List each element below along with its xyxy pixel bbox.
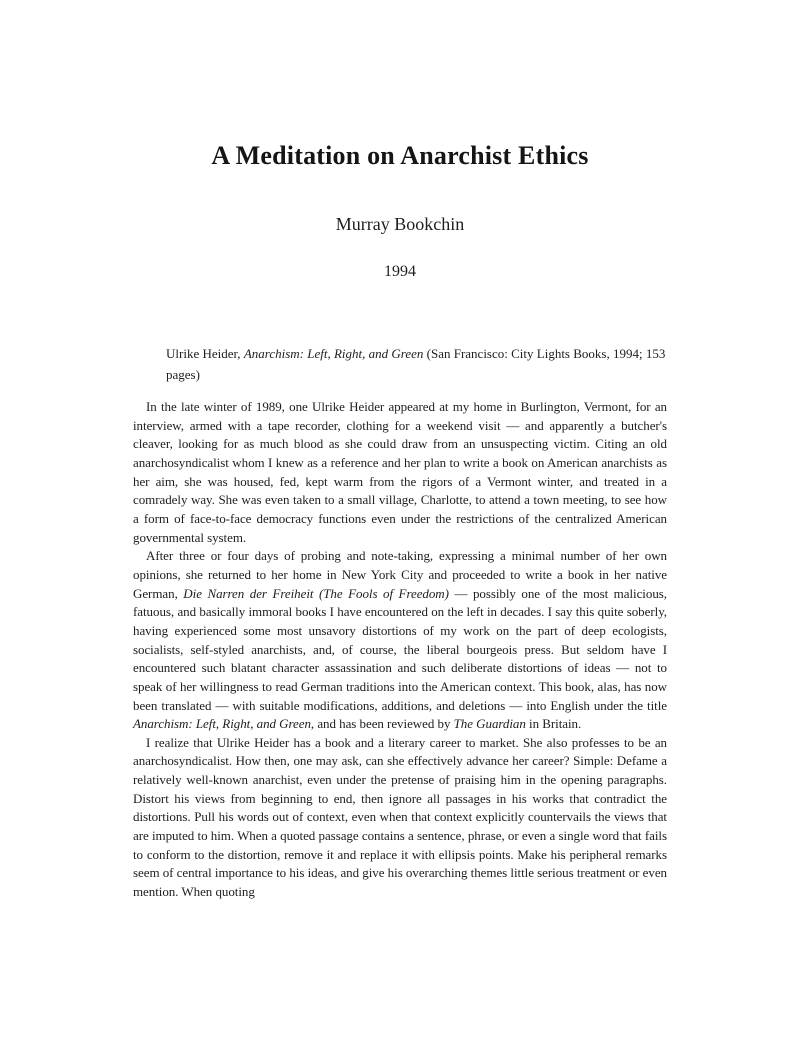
- book-citation: Ulrike Heider, Anarchism: Left, Right, and Green (San Francisco: City Lights Books, 1994; 153 pages): [166, 346, 666, 382]
- document-author: Murray Bookchin: [335, 214, 465, 234]
- paragraph: After three or four days of probing and note-taking, expressing a minimal number of her own opinions, she returned to her home in New York City and proceeded to write a book in her native German, Die Narren der Freiheit (The Fools of Freedom) — possibly one of the most malicious, fatuous, and basically immoral books I have encountered on the left in decades. I say this quite soberly, having experienced some most unsavory distortions of my work on the part of deep ecologists, socialists, self-styled anarchists, and, of course, the liberal bourgeois press. But seldom have I encountered such blatant character assassination and such deliberate distortions of ideas — not to speak of her willingness to read German traditions into the American context. This book, alas, has now been translated — with suitable modifications, additions, and deletions — into English under the title Anarchism: Left, Right, and Green, and has been reviewed by The Guardian in Britain.: [133, 548, 667, 732]
- paragraph: In the late winter of 1989, one Ulrike Heider appeared at my home in Burlington, Vermont, for an interview, armed with a tape recorder, clothing for a weekend visit — and apparently a butcher's cleaver, looking for as much blood as she could draw from an unsuspecting victim. Citing an old anarchosyndicalist whom I knew as a reference and her plan to write a book on American anarchists as her aim, she was housed, fed, kept warm from the rigors of a Vermont winter, and treated in a comradely way. She was even taken to a small village, Charlotte, to attend a town meeting, to see how a form of face-to-face democracy functions even under the restrictions of the centralized American governmental system.: [133, 399, 667, 545]
- document-body: [133, 398, 667, 902]
- paragraph: I realize that Ulrike Heider has a book and a literary career to market. She also professes to be an anarchosyndicalist. How then, one may ask, can she effectively advance her career? Simple: Defame a relatively well-known anarchist, even under the pretense of praising him in the opening paragraphs. Distort his views from beginning to end, then ignore all passages in his works that contradict the distortions. Pull his words out of context, even when that context explicitly countervails the views that are imputed to him. When a quoted passage contains a sentence, phrase, or even a single word that fails to conform to the distortion, remove it and replace it with ellipsis points. Make his peripheral remarks seem of central importance to his ideas, and give his overarching themes little serious treatment or even mention. When quoting: [133, 734, 667, 900]
- document-title: A Meditation on Anarchist Ethics: [211, 141, 589, 170]
- document-year: 1994: [384, 263, 416, 280]
